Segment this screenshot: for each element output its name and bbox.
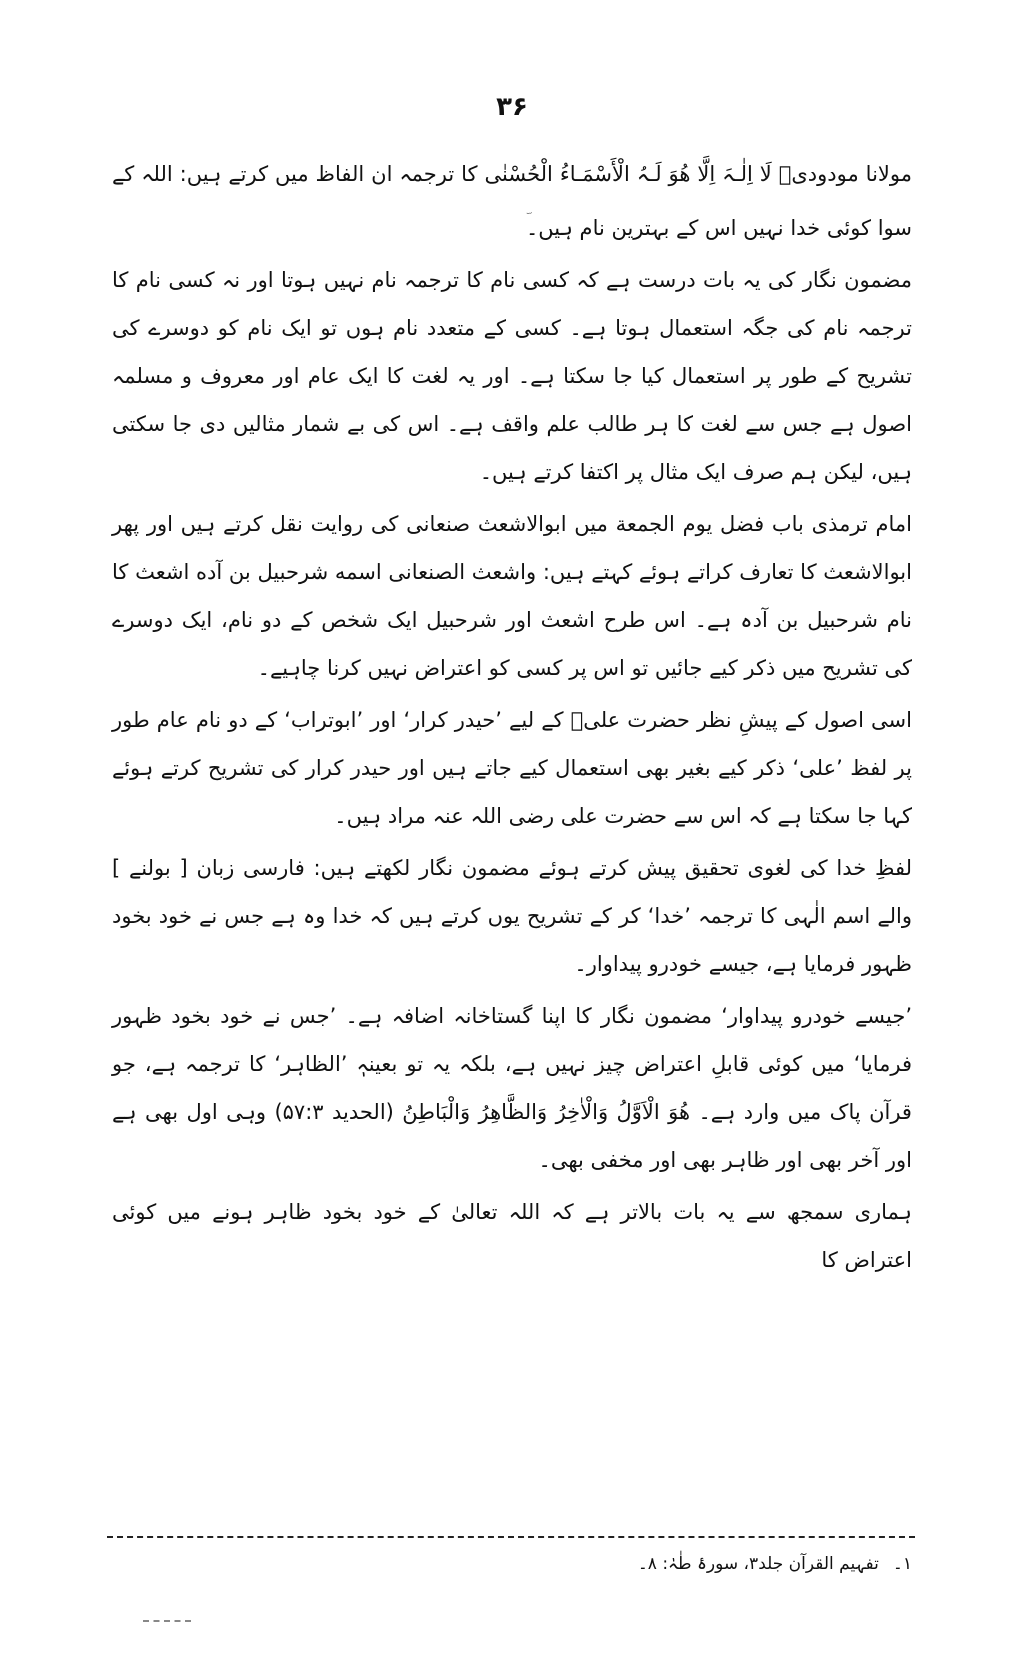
quran-verse: ھُوَ الْاَوَّلُ وَالْاٰخِرُ وَالظَّاهِرُ وَالْبَاطِنُ — [402, 1100, 691, 1124]
footnote-divider — [107, 1536, 915, 1538]
footnote-text: تفہیم القرآن جلد۳، سورۂ طٰہٰ: ۸۔ — [637, 1554, 879, 1574]
paragraph-text: میں ابوالاشعث صنعانی کی روایت نقل کرتے ہیں اور پھر ابوالاشعث کا تعارف کراتے ہوئے کہتے ہیں: — [112, 512, 912, 584]
page-number: ۳۶ — [496, 92, 528, 122]
paragraph-al-zahir — [112, 992, 912, 1184]
scan-mark — [143, 1620, 191, 1622]
quran-verse: لَا اِلٰـہَ اِلَّا ھُوَ لَـہُ الْأَسْمَـاءُ الْحُسْنٰی — [484, 162, 772, 186]
arabic-chapter-title: باب فضل یوم الجمعة — [615, 512, 804, 536]
paragraph-text: امام ترمذی — [803, 512, 912, 536]
footnote-marker: ۱۔ — [892, 1554, 912, 1574]
paragraph-text: ’جیسے خودرو پیداوار‘ مضمون نگار کا اپنا گستاخانہ اضافہ ہے۔ ’جس نے خود بخود ظہور فرمایا‘ میں کوئی قابلِ اعتراض چیز نہیں ہے، بلکہ یہ تو بعینہٖ ’الظاہر‘ کا ترجمہ ہے، جو قرآن پاک میں وارد ہے۔ — [112, 1004, 912, 1124]
paragraph-maududi-translation — [112, 150, 912, 252]
footnote — [112, 1550, 912, 1578]
paragraph-name-translation: مضمون نگار کی یہ بات درست ہے کہ کسی نام کا ترجمہ نام نہیں ہوتا اور نہ کسی نام کا ترجمہ نام کی جگہ استعمال ہوتا ہے۔ کسی کے متعدد نام ہوں تو ایک نام کو دوسرے کی تشریح کے طور پر استعمال کیا جا سکتا ہے۔ اور یہ لغت کا ایک عام اور معروف و مسلمہ اصول ہے جس سے لغت کا ہر طالب علم واقف ہے۔ اس کی بے شمار مثالیں دی جا سکتی ہیں، لیکن ہم صرف ایک مثال پر اکتفا کرتے ہیں۔ — [112, 268, 912, 484]
main-text-body — [112, 150, 912, 1288]
paragraph-text: کا ترجمہ ان الفاظ میں کرتے ہیں: اللہ کے سوا کوئی خدا نہیں اس کے بہترین نام ہیں۔ — [112, 162, 912, 240]
arabic-quote: واشعث الصنعانی اسمه شرحبیل بن آده — [196, 560, 537, 584]
paragraph-text: مولانا مودودیؒ — [771, 162, 912, 186]
paragraph-conclusion: ہماری سمجھ سے یہ بات بالاتر ہے کہ اللہ تعالیٰ کے خود بخود ظاہر ہونے میں کوئی اعتراض کا — [112, 1200, 912, 1272]
paragraph-tirmidhi-example — [112, 500, 912, 692]
paragraph-khuda-etymology: لفظِ خدا کی لغوی تحقیق پیش کرتے ہوئے مضمون نگار لکھتے ہیں: فارسی زبان [ بولنے ] والے اسم الٰہی کا ترجمہ ’خدا‘ کر کے تشریح یوں کرتے ہیں کہ خدا وہ ہے جس نے خود بخود ظہور فرمایا ہے، جیسے خودرو پیداوار۔ — [112, 856, 912, 976]
paragraph-text: اشعث کا نام شرحبیل بن آدہ ہے۔ اس طرح اشعث اور شرحبیل ایک شخص کے دو نام، ایک دوسرے کی تشریح میں ذکر کیے جائیں تو اس پر کسی کو اعتراض نہیں کرنا چاہیے۔ — [112, 560, 912, 680]
paragraph-haidar-karrar: اسی اصول کے پیشِ نظر حضرت علیؓ کے لیے ’حیدر کرار‘ اور ’ابوتراب‘ کے دو نام عام طور پر لفظ ’علی‘ ذکر کیے بغیر بھی استعمال کیے جاتے ہیں اور حیدر کرار کی تشریح کرتے ہوئے کہا جا سکتا ہے کہ اس سے حضرت علی رضی اللہ عنہ مراد ہیں۔ — [112, 708, 912, 828]
paragraph-text: (الحدید ۵۷:۳) وہی اول بھی ہے اور آخر بھی اور ظاہر بھی اور مخفی بھی۔ — [112, 1100, 912, 1172]
